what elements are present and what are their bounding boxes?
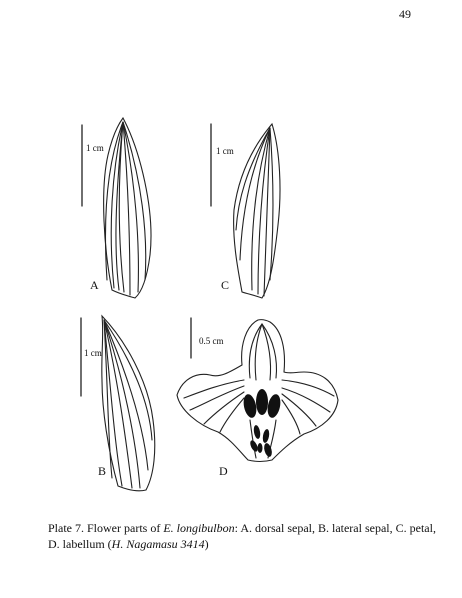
scale-label-c: 1 cm — [216, 146, 234, 156]
label-a: A — [90, 278, 99, 292]
caption-collector: H. Nagamasu 3414 — [111, 537, 205, 551]
petal-drawing — [234, 124, 280, 298]
scale-label-b: 1 cm — [84, 348, 102, 358]
caption-prefix: Plate 7. Flower parts of — [48, 521, 164, 535]
labellum-calli — [242, 389, 283, 458]
scale-label-d: 0.5 cm — [199, 336, 224, 346]
label-b: B — [98, 464, 107, 478]
figure-caption — [48, 520, 443, 552]
page-number: 49 — [399, 7, 411, 21]
label-c: C — [221, 278, 230, 292]
caption-middle: : A. dorsal sepal, B. lateral sepal, C. petal, D. labellum ( — [48, 521, 436, 551]
caption-suffix: ) — [204, 537, 209, 551]
label-d: D — [219, 464, 228, 478]
scale-label-a: 1 cm — [86, 143, 104, 153]
lateral-sepal-drawing — [102, 316, 155, 491]
caption-species: E. longibulbon — [163, 521, 235, 535]
dorsal-sepal-drawing — [104, 118, 151, 298]
